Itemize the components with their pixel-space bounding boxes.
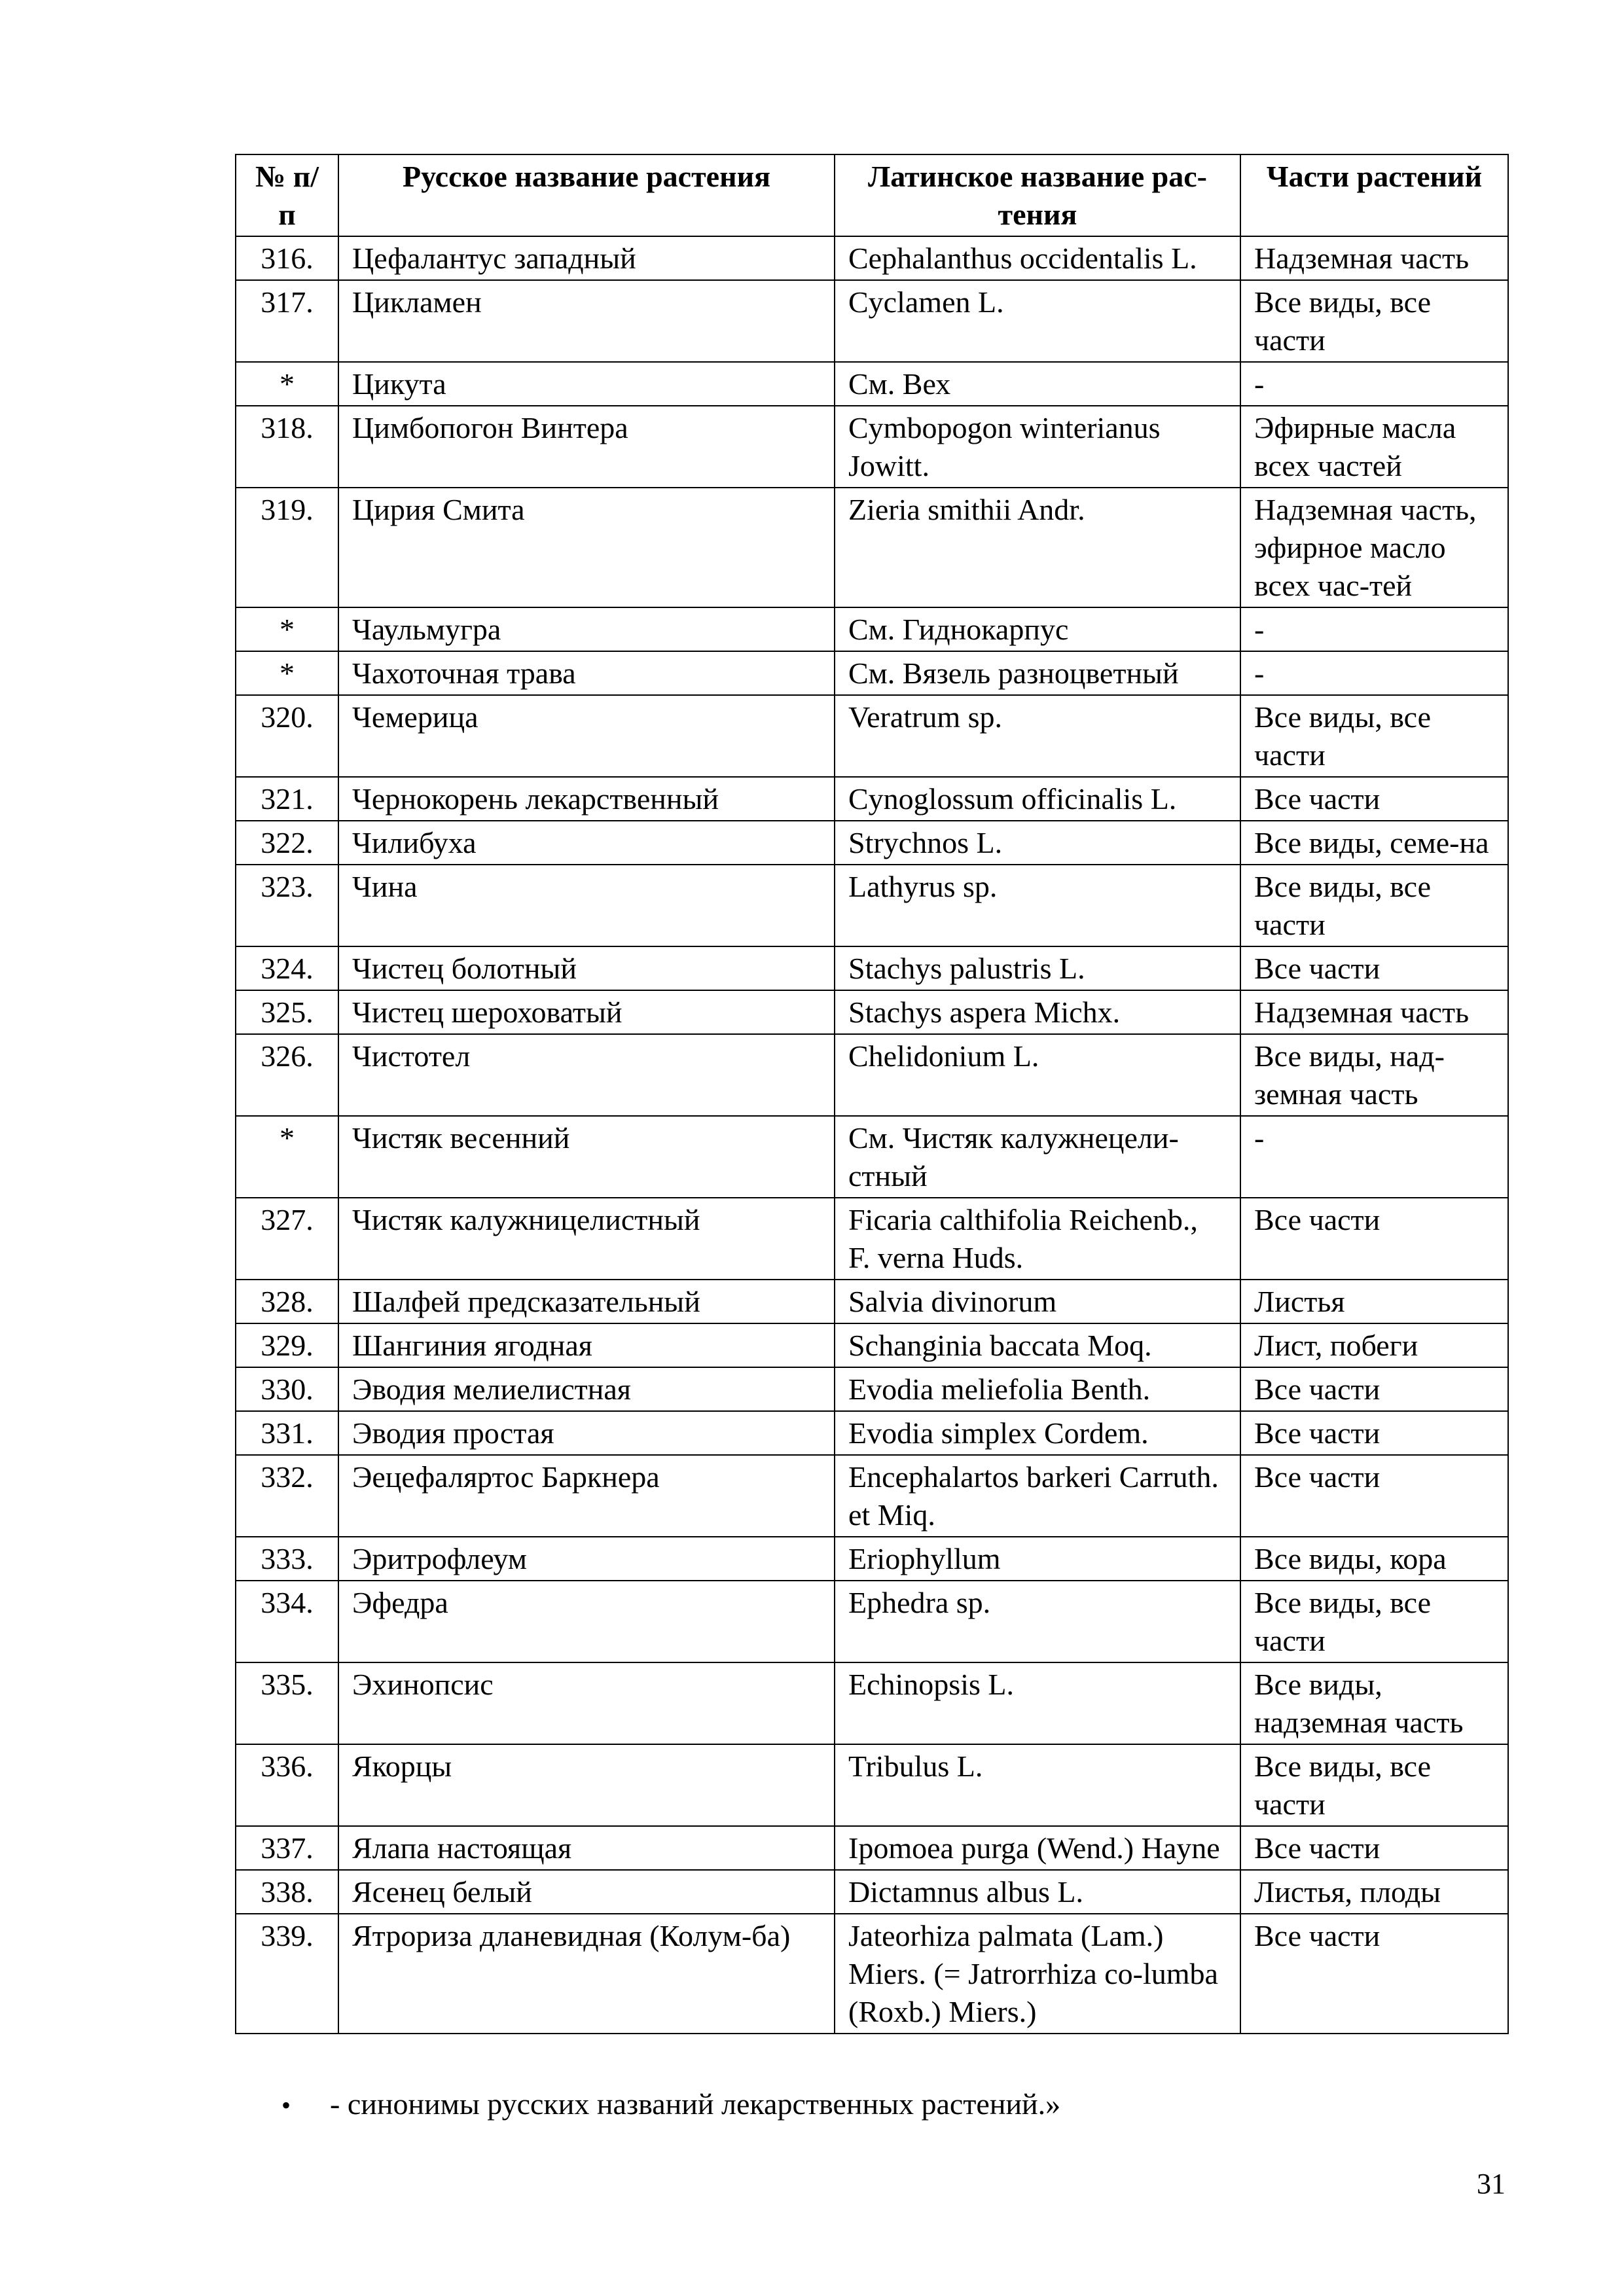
cell-plant-parts: Все части	[1240, 1367, 1508, 1411]
cell-number: 325.	[236, 990, 338, 1034]
cell-latin-name: Encephalartos barkeri Carruth. et Miq.	[835, 1455, 1240, 1537]
cell-russian-name: Чемерица	[338, 695, 835, 777]
cell-number: 334.	[236, 1581, 338, 1662]
cell-number: 337.	[236, 1826, 338, 1870]
table-row	[236, 1826, 1508, 1870]
table-row	[236, 1198, 1508, 1280]
table-row	[236, 651, 1508, 695]
cell-plant-parts: -	[1240, 362, 1508, 406]
cell-plant-parts: Все части	[1240, 777, 1508, 821]
cell-russian-name: Чилибуха	[338, 821, 835, 865]
cell-plant-parts: -	[1240, 651, 1508, 695]
table-row	[236, 1870, 1508, 1914]
cell-latin-name: Echinopsis L.	[835, 1662, 1240, 1744]
cell-number: *	[236, 607, 338, 651]
cell-russian-name: Эводия простая	[338, 1411, 835, 1455]
table-row	[236, 1280, 1508, 1323]
cell-russian-name: Эритрофлеум	[338, 1537, 835, 1581]
cell-plant-parts: Все виды, надземная часть	[1240, 1662, 1508, 1744]
footnote-text: - синонимы русских названий лекарственных растений.»	[330, 2087, 1061, 2121]
cell-latin-name: Ephedra sp.	[835, 1581, 1240, 1662]
cell-plant-parts: Надземная часть, эфирное масло всех час-тей	[1240, 488, 1508, 607]
cell-plant-parts: Листья, плоды	[1240, 1870, 1508, 1914]
table-row	[236, 821, 1508, 865]
table-row	[236, 1323, 1508, 1367]
cell-russian-name: Ясенец белый	[338, 1870, 835, 1914]
cell-plant-parts: Все виды, все части	[1240, 280, 1508, 362]
page-number: 31	[1477, 2168, 1506, 2200]
cell-number: 317.	[236, 280, 338, 362]
cell-plant-parts: Все виды, все части	[1240, 695, 1508, 777]
cell-latin-name: Cymbopogon winterianus Jowitt.	[835, 406, 1240, 488]
table-row	[236, 1455, 1508, 1537]
cell-latin-name: Veratrum sp.	[835, 695, 1240, 777]
table-row	[236, 1662, 1508, 1744]
cell-plant-parts: -	[1240, 1116, 1508, 1198]
cell-russian-name: Эводия мелиелистная	[338, 1367, 835, 1411]
cell-russian-name: Эфедра	[338, 1581, 835, 1662]
table-row	[236, 1116, 1508, 1198]
cell-number: 329.	[236, 1323, 338, 1367]
cell-latin-name: Zieria smithii Andr.	[835, 488, 1240, 607]
cell-plant-parts: Надземная часть	[1240, 990, 1508, 1034]
table-row	[236, 1537, 1508, 1581]
cell-number: 324.	[236, 946, 338, 990]
cell-plant-parts: Эфирные масла всех частей	[1240, 406, 1508, 488]
cell-russian-name: Эхинопсис	[338, 1662, 835, 1744]
cell-russian-name: Эецефаляртос Баркнера	[338, 1455, 835, 1537]
cell-plant-parts: Все виды, над-земная часть	[1240, 1034, 1508, 1116]
cell-russian-name: Ятрориза дланевидная (Колум-ба)	[338, 1914, 835, 2034]
cell-plant-parts: Все части	[1240, 1455, 1508, 1537]
plant-table-container	[235, 154, 1507, 2034]
cell-number: 332.	[236, 1455, 338, 1537]
cell-russian-name: Цикута	[338, 362, 835, 406]
cell-latin-name: Schanginia baccata Moq.	[835, 1323, 1240, 1367]
cell-number: 318.	[236, 406, 338, 488]
cell-number: 328.	[236, 1280, 338, 1323]
table-body	[236, 236, 1508, 2034]
cell-number: 330.	[236, 1367, 338, 1411]
cell-latin-name: См. Вязель разноцветный	[835, 651, 1240, 695]
table-row	[236, 280, 1508, 362]
footnote	[281, 2085, 1060, 2125]
cell-number: 323.	[236, 865, 338, 946]
cell-russian-name: Якорцы	[338, 1744, 835, 1826]
cell-latin-name: См. Гиднокарпус	[835, 607, 1240, 651]
table-row	[236, 777, 1508, 821]
cell-latin-name: Tribulus L.	[835, 1744, 1240, 1826]
cell-russian-name: Ялапа настоящая	[338, 1826, 835, 1870]
cell-latin-name: Cephalanthus occidentalis L.	[835, 236, 1240, 280]
cell-russian-name: Чистотел	[338, 1034, 835, 1116]
cell-russian-name: Цикламен	[338, 280, 835, 362]
cell-russian-name: Шангиния ягодная	[338, 1323, 835, 1367]
cell-plant-parts: Надземная часть	[1240, 236, 1508, 280]
cell-russian-name: Цефалантус западный	[338, 236, 835, 280]
cell-number: 322.	[236, 821, 338, 865]
cell-plant-parts: Все виды, все части	[1240, 865, 1508, 946]
cell-number: *	[236, 1116, 338, 1198]
header-russian-name: Русское название растения	[338, 154, 835, 236]
cell-russian-name: Чистец шероховатый	[338, 990, 835, 1034]
cell-plant-parts: Все части	[1240, 1198, 1508, 1280]
cell-latin-name: Jateorhiza palmata (Lam.) Miers. (= Jatrorrhiza co-lumba (Roxb.) Miers.)	[835, 1914, 1240, 2034]
plant-table	[235, 154, 1509, 2034]
cell-number: 327.	[236, 1198, 338, 1280]
cell-plant-parts: Все части	[1240, 1914, 1508, 2034]
cell-russian-name: Чахоточная трава	[338, 651, 835, 695]
cell-plant-parts: Листья	[1240, 1280, 1508, 1323]
cell-number: *	[236, 651, 338, 695]
cell-latin-name: Ficaria calthifolia Reichenb., F. verna Huds.	[835, 1198, 1240, 1280]
cell-latin-name: Evodia meliefolia Benth.	[835, 1367, 1240, 1411]
cell-plant-parts: Все виды, все части	[1240, 1744, 1508, 1826]
table-row	[236, 1581, 1508, 1662]
cell-russian-name: Чистяк калужницелистный	[338, 1198, 835, 1280]
table-row	[236, 1914, 1508, 2034]
cell-russian-name: Чистец болотный	[338, 946, 835, 990]
cell-latin-name: Chelidonium L.	[835, 1034, 1240, 1116]
cell-number: 339.	[236, 1914, 338, 2034]
table-row	[236, 236, 1508, 280]
cell-plant-parts: -	[1240, 607, 1508, 651]
cell-latin-name: См. Вех	[835, 362, 1240, 406]
table-row	[236, 695, 1508, 777]
cell-number: 321.	[236, 777, 338, 821]
header-plant-parts: Части растений	[1240, 154, 1508, 236]
cell-number: 333.	[236, 1537, 338, 1581]
table-row	[236, 946, 1508, 990]
cell-number: 316.	[236, 236, 338, 280]
cell-latin-name: Eriophyllum	[835, 1537, 1240, 1581]
cell-number: 336.	[236, 1744, 338, 1826]
bullet-icon: •	[281, 2090, 291, 2120]
cell-plant-parts: Все виды, семе-на	[1240, 821, 1508, 865]
table-row	[236, 1411, 1508, 1455]
cell-latin-name: См. Чистяк калужнецели-стный	[835, 1116, 1240, 1198]
cell-number: 319.	[236, 488, 338, 607]
cell-number: *	[236, 362, 338, 406]
table-row	[236, 1367, 1508, 1411]
cell-number: 320.	[236, 695, 338, 777]
cell-latin-name: Lathyrus sp.	[835, 865, 1240, 946]
table-row	[236, 1744, 1508, 1826]
cell-number: 335.	[236, 1662, 338, 1744]
table-row	[236, 488, 1508, 607]
cell-latin-name: Stachys aspera Michx.	[835, 990, 1240, 1034]
cell-number: 338.	[236, 1870, 338, 1914]
cell-latin-name: Cyclamen L.	[835, 280, 1240, 362]
cell-latin-name: Salvia divinorum	[835, 1280, 1240, 1323]
table-row	[236, 1034, 1508, 1116]
table-header-row	[236, 154, 1508, 236]
cell-russian-name: Чаульмугра	[338, 607, 835, 651]
table-row	[236, 865, 1508, 946]
header-number: № п/п	[236, 154, 338, 236]
table-row	[236, 990, 1508, 1034]
cell-plant-parts: Все части	[1240, 1826, 1508, 1870]
table-row	[236, 607, 1508, 651]
cell-russian-name: Шалфей предсказательный	[338, 1280, 835, 1323]
cell-russian-name: Цирия Смита	[338, 488, 835, 607]
cell-latin-name: Stachys palustris L.	[835, 946, 1240, 990]
cell-plant-parts: Все виды, кора	[1240, 1537, 1508, 1581]
cell-plant-parts: Лист, побеги	[1240, 1323, 1508, 1367]
table-row	[236, 362, 1508, 406]
cell-number: 331.	[236, 1411, 338, 1455]
cell-latin-name: Ipomoea purga (Wend.) Hayne	[835, 1826, 1240, 1870]
cell-plant-parts: Все виды, все части	[1240, 1581, 1508, 1662]
table-row	[236, 406, 1508, 488]
cell-latin-name: Strychnos L.	[835, 821, 1240, 865]
header-latin-name: Латинское название рас-тения	[835, 154, 1240, 236]
cell-russian-name: Цимбопогон Винтера	[338, 406, 835, 488]
cell-latin-name: Dictamnus albus L.	[835, 1870, 1240, 1914]
cell-russian-name: Чистяк весенний	[338, 1116, 835, 1198]
cell-plant-parts: Все части	[1240, 1411, 1508, 1455]
cell-latin-name: Cynoglossum officinalis L.	[835, 777, 1240, 821]
cell-plant-parts: Все части	[1240, 946, 1508, 990]
cell-russian-name: Чернокорень лекарственный	[338, 777, 835, 821]
cell-latin-name: Evodia simplex Cordem.	[835, 1411, 1240, 1455]
cell-number: 326.	[236, 1034, 338, 1116]
cell-russian-name: Чина	[338, 865, 835, 946]
